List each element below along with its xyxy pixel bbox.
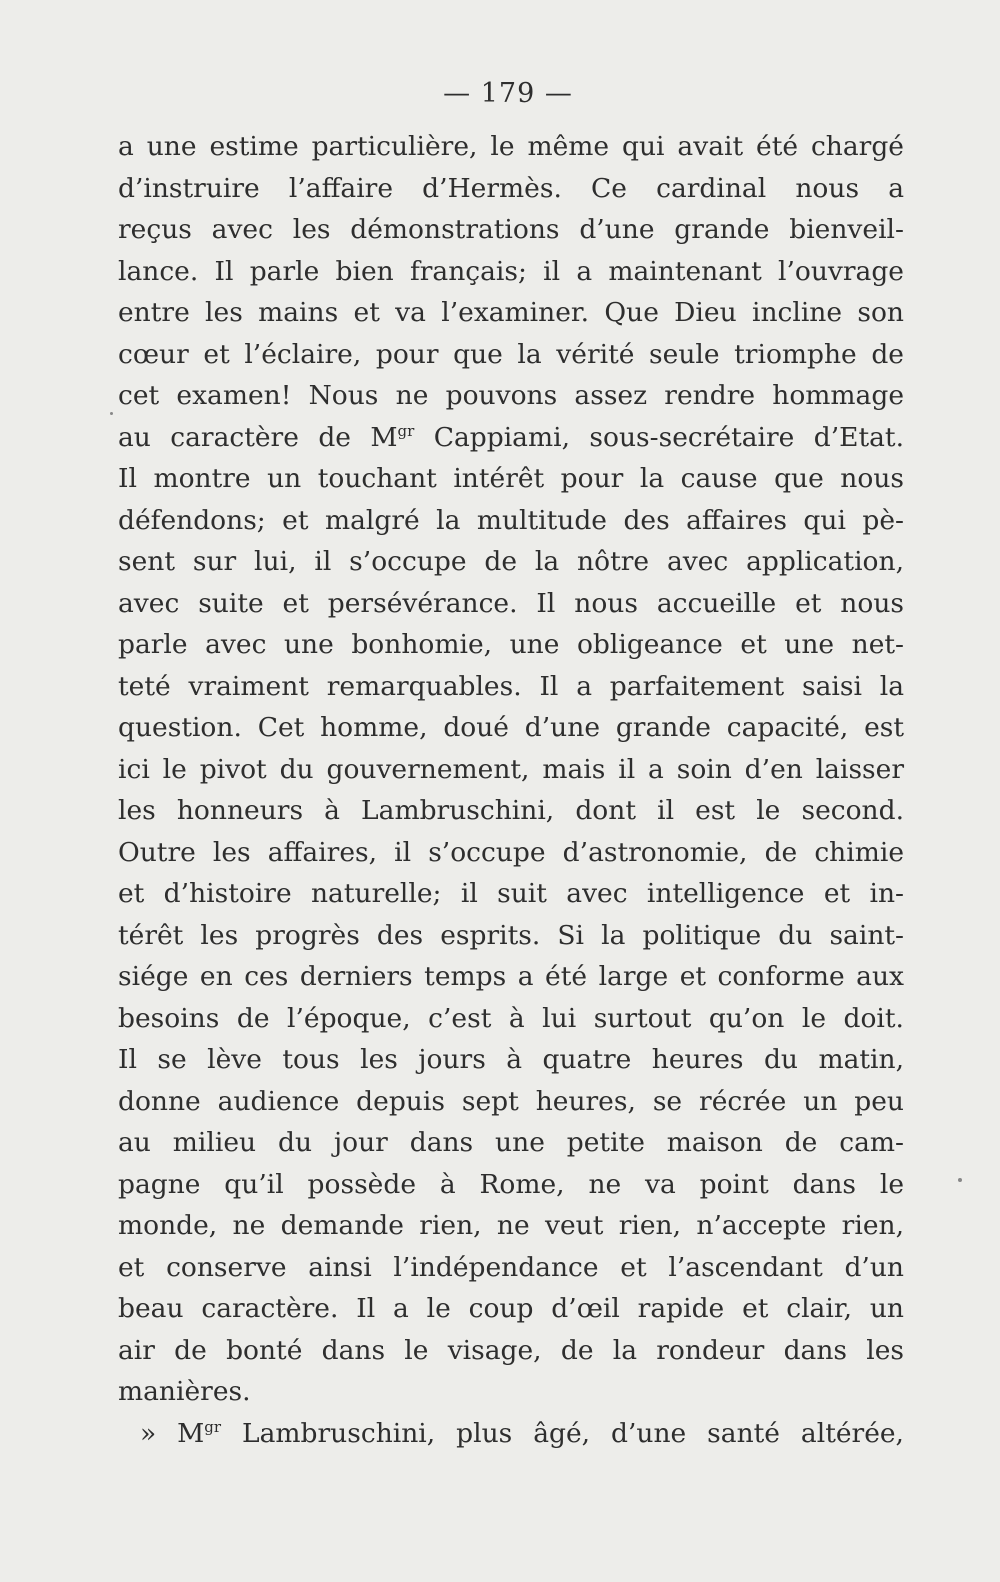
text-line	[118, 417, 904, 459]
text-line: air de bonté dans le visage, de la rondeur dans les	[118, 1334, 904, 1366]
text-line: parle avec une bonhomie, une obligeance et une net-	[118, 629, 904, 660]
text-line: a une estime particulière, le même qui avait été chargé	[118, 131, 904, 162]
text-line: et d’histoire naturelle; il suit avec intelligence et in-	[118, 878, 904, 909]
text-line: sent sur lui, il s’occupe de la nôtre avec application,	[118, 546, 904, 577]
text-line: cet examen! Nous ne pouvons assez rendre hommage	[118, 380, 904, 411]
text-line: Outre les affaires, il s’occupe d’astronomie, de chimie	[118, 836, 904, 868]
text-line: monde, ne demande rien, ne veut rien, n’accepte rien,	[118, 1210, 904, 1241]
text-line: manières.	[118, 1376, 251, 1407]
text-line: et conserve ainsi l’indépendance et l’ascendant d’un	[118, 1251, 904, 1283]
text-line: reçus avec les démonstrations d’une grande bienveil-	[118, 214, 904, 245]
text-line: entre les mains et va l’examiner. Que Dieu incline son	[118, 297, 904, 328]
text-line: donne audience depuis sept heures, se récrée un peu	[118, 1085, 904, 1117]
text-line: les honneurs à Lambruschini, dont il est le second.	[118, 795, 904, 826]
text-line: térêt les progrès des esprits. Si la politique du saint-	[118, 919, 904, 951]
text-line: au milieu du jour dans une petite maison de cam-	[118, 1127, 904, 1158]
text-segment: Lambruschini, plus âgé, d’une santé altérée,	[221, 1417, 904, 1449]
text-line: cœur et l’éclaire, pour que la vérité seule triomphe de	[118, 338, 904, 370]
text-segment: Cappiami, sous-secrétaire d’Etat.	[414, 421, 904, 453]
text-line: lance. Il parle bien français; il a maintenant l’ouvrage	[118, 255, 904, 287]
text-line: teté vraiment remarquables. Il a parfaitement saisi la	[118, 670, 904, 702]
superscript-abbreviation: gr	[204, 1417, 222, 1436]
text-line: ici le pivot du gouvernement, mais il a soin d’en laisser	[118, 753, 904, 785]
text-line	[118, 1413, 904, 1455]
superscript-abbreviation: gr	[397, 421, 415, 440]
text-line: pagne qu’il possède à Rome, ne va point dans le	[118, 1168, 904, 1200]
margin-speck	[958, 1178, 962, 1182]
text-line: besoins de l’époque, c’est à lui surtout qu’on le doit.	[118, 1002, 904, 1034]
text-line: beau caractère. Il a le coup d’œil rapide et clair, un	[118, 1293, 904, 1324]
text-line: Il montre un touchant intérêt pour la cause que nous	[118, 463, 904, 494]
text-segment: au caractère de M	[118, 421, 398, 453]
text-line: question. Cet homme, doué d’une grande capacité, est	[118, 712, 904, 743]
page-number: — 179 —	[443, 78, 573, 109]
text-line: d’instruire l’affaire d’Hermès. Ce cardinal nous a	[118, 172, 904, 204]
text-line: avec suite et persévérance. Il nous accueille et nous	[118, 587, 904, 619]
text-line: défendons; et malgré la multitude des affaires qui pè-	[118, 504, 904, 536]
body-text	[118, 126, 904, 1454]
text-segment: » M	[140, 1417, 205, 1449]
text-line: siége en ces derniers temps a été large et conforme aux	[118, 961, 904, 992]
margin-speck	[110, 412, 113, 415]
text-line: Il se lève tous les jours à quatre heures du matin,	[118, 1044, 904, 1075]
